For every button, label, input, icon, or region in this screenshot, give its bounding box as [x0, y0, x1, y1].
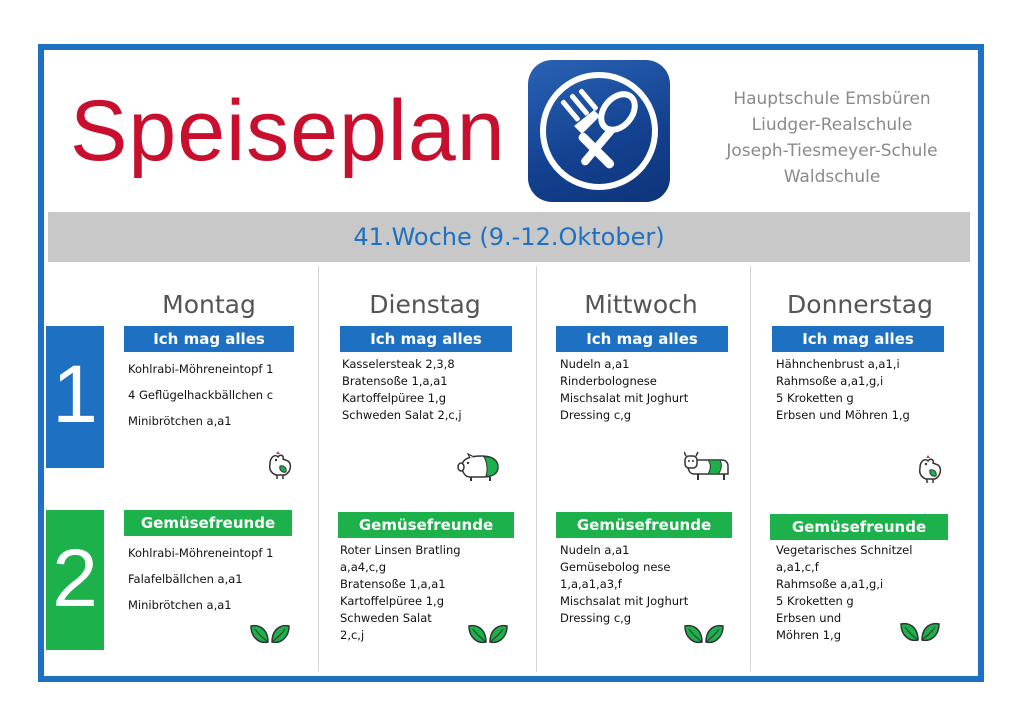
menu-item: Gemüsebolog nese [560, 560, 671, 574]
menu-item: Bratensoße 1,a,a1 [340, 577, 446, 591]
menu1-items [776, 356, 910, 424]
leaves-icon [466, 614, 510, 646]
menu-item: Schweden Salat 2,c,j [342, 408, 462, 422]
menu-item: Kohlrabi-Möhreneintopf 1 [128, 546, 274, 560]
menu-item: Roter Linsen Bratling [340, 543, 461, 557]
menu2-items [340, 542, 461, 644]
column-divider [750, 266, 751, 672]
school-name: Hauptschule Emsbüren [733, 89, 931, 109]
leaves-icon [248, 614, 292, 646]
menu2-label: Gemüsefreunde [556, 512, 732, 538]
leaves-icon [898, 612, 942, 644]
chicken-icon [914, 452, 944, 484]
chicken-icon [264, 448, 294, 480]
menu-item: Nudeln a,a1 [560, 543, 630, 557]
menu-item: Mischsalat mit Joghurt [560, 391, 689, 405]
menu1-items [128, 356, 273, 434]
cutlery-logo-icon [528, 60, 670, 202]
menu2-label: Gemüsefreunde [124, 510, 292, 536]
menu-number-1: 1 [46, 326, 104, 468]
week-bar: 41.Woche (9.-12.Oktober) [48, 212, 970, 262]
menu2-label: Gemüsefreunde [770, 514, 948, 540]
day-thursday: Donnerstag [787, 290, 933, 319]
menu-item: Kartoffelpüree 1,g [340, 594, 444, 608]
menu-item: Kartoffelpüree 1,g [342, 391, 446, 405]
menu-item: 4 Geflügelhackbällchen c [128, 388, 274, 402]
menu-item: Minibrötchen a,a1 [128, 414, 232, 428]
menu-item: Kasselersteak 2,3,8 [342, 357, 455, 371]
menu1-items [560, 356, 688, 424]
menu-item: 5 Kroketten g [776, 391, 854, 405]
menu1-label: Ich mag alles [124, 326, 294, 352]
menu-item: a,a1,c,f [776, 560, 819, 574]
menu2-items [776, 542, 912, 644]
day-monday: Montag [162, 290, 256, 319]
leaves-icon [682, 614, 726, 646]
day-wednesday: Mittwoch [584, 290, 698, 319]
school-name: Liudger-Realschule [751, 115, 913, 135]
menu-item: 5 Kroketten g [776, 594, 854, 608]
menu1-label: Ich mag alles [340, 326, 512, 352]
school-name: Joseph-Tiesmeyer-Schule [726, 141, 938, 161]
menu-item: Erbsen und Möhren 1,g [776, 408, 910, 422]
menu-item: Hähnchenbrust a,a1,i [776, 357, 900, 371]
menu-item: Schweden Salat [340, 611, 432, 625]
pig-icon [456, 452, 502, 482]
page-title: Speiseplan [70, 83, 506, 179]
menu1-items [342, 356, 462, 424]
school-name: Waldschule [783, 167, 881, 187]
menu2-items [128, 540, 273, 618]
menu-item: Rinderbolognese [560, 374, 657, 388]
menu-item: Erbsen und [776, 611, 842, 625]
day-tuesday: Dienstag [369, 290, 481, 319]
menu-item: Vegetarisches Schnitzel [776, 543, 913, 557]
menu-item: Dressing c,g [560, 408, 632, 422]
menu2-label: Gemüsefreunde [338, 512, 514, 538]
column-divider [318, 266, 319, 672]
menu-item: Bratensoße 1,a,a1 [342, 374, 448, 388]
menu-item: a,a4,c,g [340, 560, 386, 574]
column-divider [536, 266, 537, 672]
menu-item: Rahmsoße a,a1,g,i [776, 577, 884, 591]
menu-item: 2,c,j [340, 628, 365, 642]
menu-item: Kohlrabi-Möhreneintopf 1 [128, 362, 274, 376]
menu-item: Möhren 1,g [776, 628, 842, 642]
menu-item: Nudeln a,a1 [560, 357, 630, 371]
menu-item: Minibrötchen a,a1 [128, 598, 232, 612]
menu-item: Falafelbällchen a,a1 [128, 572, 243, 586]
menu-number-2: 2 [46, 510, 104, 650]
menu1-label: Ich mag alles [556, 326, 728, 352]
school-list [700, 86, 964, 190]
menu-item: Mischsalat mit Joghurt [560, 594, 689, 608]
menu-item: Rahmsoße a,a1,g,i [776, 374, 884, 388]
cow-icon [684, 450, 730, 482]
menu-item: 1,a,a1,a3,f [560, 577, 622, 591]
menu2-items [560, 542, 688, 627]
menu-item: Dressing c,g [560, 611, 632, 625]
menu1-label: Ich mag alles [772, 326, 944, 352]
